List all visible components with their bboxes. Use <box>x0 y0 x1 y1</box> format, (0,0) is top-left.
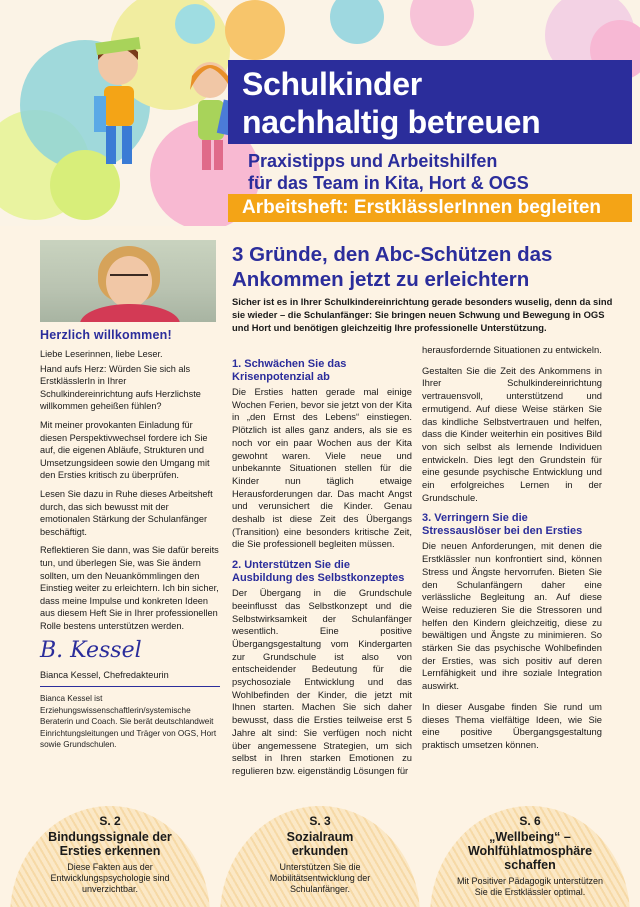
signature: B. Kessel <box>40 638 142 664</box>
teaser-page-6[interactable] <box>430 814 630 898</box>
section-heading-1: 1. Schwächen Sie das Krisenpotenzial ab <box>232 358 347 383</box>
section-text-1: Die Ersties hatten gerade mal einige Wochen Ferien, bevor sie jetzt von der Kita in „den Ernst des Lebens“ einstiegen. Plötzlich ist alles ganz anders, als sie es noch vor ein paar Wochen aus der Kita gewohnt waren. Viele neue und unbekannte Situationen stellen für die Kinder nun täglich etwaige Herausforderungen dar. Das macht Angst und verunsichert die Kinder. Genau deshalb ist diese Zeit des Übergangs (Transition) eine besonders kritische Zeit, die Sie professionell begleiten müssen. <box>232 386 412 550</box>
issue-banner: Arbeitsheft: ErstklässlerInnen begleiten <box>228 194 632 222</box>
editorial-paragraph: Mit meiner provokanten Einladung für diesen Perspektivwechsel fordere ich Sie auf, die eigenen Abläufe, Strukturen und Umsetzungsideen sowie den Umgang mit den Ersties kritisch zu überprüfen. <box>40 419 210 481</box>
teaser-page-number: S. 6 <box>519 814 541 828</box>
teaser-title: Sozialraum erkunden <box>286 830 354 858</box>
teaser-page-number: S. 2 <box>99 814 121 828</box>
teaser-page-number: S. 3 <box>309 814 331 828</box>
section-heading-3: 3. Verringern Sie die Stressauslöser bei den Ersties <box>422 512 583 538</box>
editorial-paragraph: Reflektieren Sie dann, was Sie dafür bereits tun, und überlegen Sie, was Sie ändern sollten, um den Neuankömmlingen den Einstieg weiter zu erleichtern. Ich bin sicher, dass meine Impulse und konkreten Ideen aus diesem Heft Sie in Ihrer professionellen Rolle bestens unterstützen werden. <box>40 545 219 631</box>
article-headline: 3 Gründe, den Abc-Schützen das Ankommen jetzt zu erleichtern <box>232 243 553 291</box>
section-text-3: Die neuen Anforderungen, mit denen die Erstklässler nun konfrontiert sind, können Stress und Ängste hervorrufen. Bieten Sie den Schulanfängern daher eine verlässliche Begleitung an. Auf diese Weise reduzieren Sie die Stressoren und helfen den Kindern gleichzeitig, diese zu bewältigen und Ängste zu minimieren. So stärken Sie das psychische Wohlbefinden der Ersties, was sich positiv auf deren Lernfähigkeit und ihre soziale Integration auswirkt. <box>422 540 602 692</box>
editor-photo <box>40 240 216 322</box>
title-line-1: Schulkinder <box>242 66 422 102</box>
subtitle-line-2: für das Team in Kita, Hort & OGS <box>248 173 529 193</box>
teaser-page-3[interactable] <box>220 814 420 895</box>
title-line-2: nachhaltig betreuen <box>242 104 541 140</box>
teaser-title: Bindungssignale der Ersties erkennen <box>48 830 172 858</box>
editorial-paragraph: Liebe Leserinnen, liebe Leser. <box>40 349 163 359</box>
editorial-paragraph: Lesen Sie dazu in Ruhe dieses Arbeitsheft durch, das sich bewusst mit der emotionalen Stärkung der Schulanfänger beschäftigt. <box>40 488 213 537</box>
section-text-2: Der Übergang in die Grundschule beeinflusst das Selbstkonzept und die Selbstwirksamkeit der Schulanfänger wesentlich. Eine positive Übergangsgestaltung vom Kindergarten zur Grundschule ist also von entscheidender Bedeutung für die psychosoziale Entwicklung und das Wohlbefinden der Kinder, die jetzt mit Ihnen starten. Machen Sie sich daher bewusst, dass die Ersties teilweise erst 5 Jahre alt sind: Sie verfügen noch nicht über angemessene Strategien, um sich selbst in Ihren starken Emotionen zu regulieren bzw. eigenständig Lösungen für <box>232 587 412 776</box>
editorial-paragraph: Hand aufs Herz: Würden Sie sich als ErstklässlerIn in Ihrer Schulkindereinrichtung aufs Herzlichste willkommen geheißen fühlen? <box>40 363 201 412</box>
subtitle <box>248 150 529 194</box>
signer-name: Bianca Kessel, Chefredakteurin <box>40 670 220 687</box>
article-column-1 <box>232 358 412 786</box>
cover-header <box>0 0 640 226</box>
section-text-2b: Gestalten Sie die Zeit des Ankommens in Ihrer Schulkindereinrichtung vertrauensvoll, unterstützend und ermutigend. Auf diese Weise stärken Sie das kindliche Selbstvertrauen und helfen, dass die Kinder weiterhin ein positives Bild von sich selbst als lernende Individuen entwickeln. Dies legt den Grundstein für eine gesunde psychische Entwicklung und ein erfolgreiches Lernen in der Grundschule. <box>422 364 602 503</box>
editorial-column <box>40 240 220 751</box>
subtitle-line-1: Praxistipps und Arbeitshilfen <box>248 151 498 171</box>
decor-circle <box>410 0 474 46</box>
article-lead: Sicher ist es in Ihrer Schulkindereinrichtung gerade besonders wuselig, denn da sind sie wieder – die Schulanfänger: Sie bringen neuen Schwung und Bewegung in OGS und Hort und benötigen gleichzeitig Ihre professionelle Unterstützung. <box>232 296 613 333</box>
section-text-2-continued: herausfordernde Situationen zu entwickeln. <box>422 344 602 355</box>
article-column-2 <box>422 344 602 760</box>
closing-text: In dieser Ausgabe finden Sie rund um dieses Thema vielfältige Ideen, wie Sie eine positive Übergangsgestaltung praktisch umsetzen können. <box>422 700 602 750</box>
decor-circle <box>330 0 384 44</box>
editorial-greeting: Herzlich willkommen! <box>40 328 172 342</box>
author-bio: Bianca Kessel ist Erziehungswissenschaftlerin/systemische Beraterin und Coach. Sie berät deutschlandweit Einrichtungsleitungen und Träger von OGS, Hort sowie Grundschulen. <box>40 694 217 750</box>
section-heading-2: 2. Unterstützen Sie die Ausbildung des Selbstkonzeptes <box>232 559 405 585</box>
title-box <box>228 60 632 144</box>
teaser-title: „Wellbeing“ – Wohlfühlatmosphäre schaffen <box>467 830 593 872</box>
teaser-description: Diese Fakten aus der Entwicklungspsychologie sind unverzichtbar. <box>50 862 170 894</box>
teaser-description: Mit Positiver Pädagogik unterstützen Sie die Erstklässler optimal. <box>456 876 604 897</box>
teaser-page-2[interactable] <box>10 814 210 895</box>
teaser-footer <box>0 806 640 907</box>
teaser-description: Unterstützen Sie die Mobilitätsentwicklung der Schulanfänger. <box>269 862 371 894</box>
